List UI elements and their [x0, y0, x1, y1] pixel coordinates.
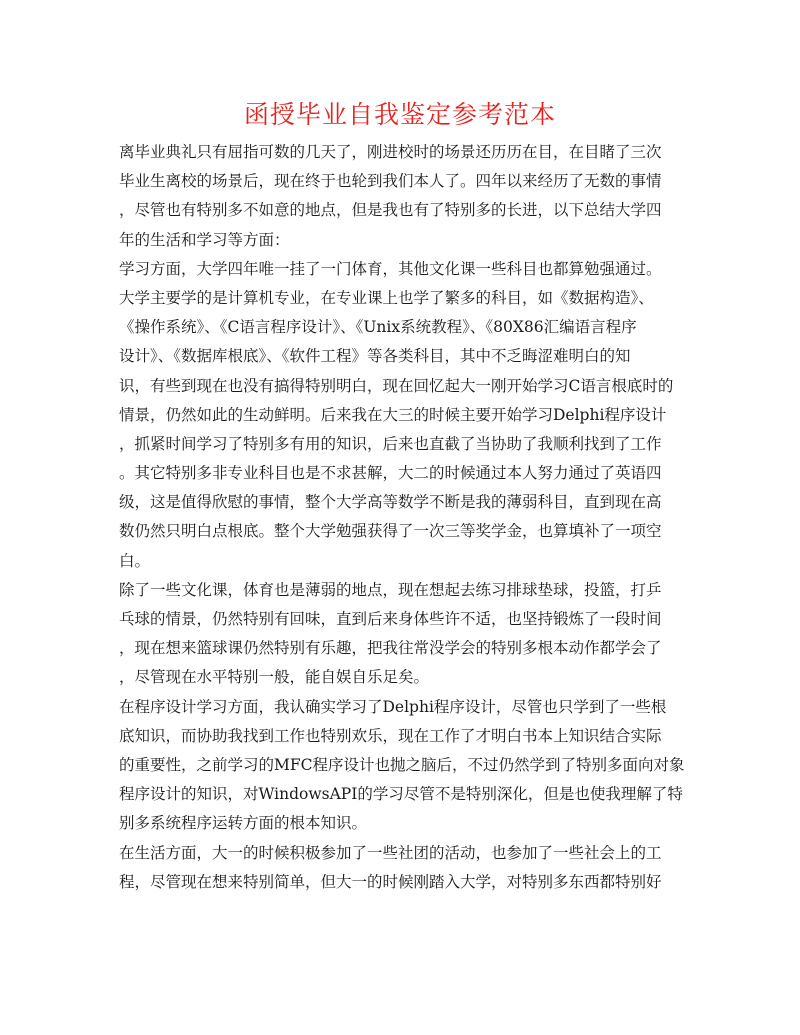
text-line: 乓球的情景，仍然特别有回味，直到后来身体些许不适，也坚持锻炼了一段时间 [119, 610, 662, 628]
text-line: ，尽管也有特别多不如意的地点，但是我也有了特别多的长进，以下总结大学四 [119, 201, 662, 220]
text-line: 白。 [119, 551, 151, 570]
text-line: ，抓紧时间学习了特别多有用的知识，后来也直截了当协助了我顺利找到了工作 [119, 434, 662, 453]
text-line: 离毕业典礼只有屈指可数的几天了，刚进校时的场景还历历在目，在目睹了三次 [119, 143, 662, 161]
text-line: 。其它特别多非专业科目也是不求甚解，大二的时候通过本人努力通过了英语四 [119, 464, 662, 483]
text-line: 设计》、《数据库根底》、《软件工程》等各类科目，其中不乏晦涩难明白的知 [119, 347, 631, 366]
text-line: 识，有些到现在也没有搞得特别明白，现在回忆起大一刚开始学习C语言根底时的 [119, 376, 674, 395]
text-line: 情景，仍然如此的生动鲜明。后来我在大三的时候主要开始学习Delphi程序设计 [119, 405, 667, 424]
text-line: 的重要性，之前学习的MFC程序设计也抛之脑后，不过仍然学到了特别多面向对象 [119, 755, 685, 774]
document-title: 函授毕业自我鉴定参考范本 [243, 100, 556, 129]
text-line: 年的生活和学习等方面： [119, 230, 290, 249]
document-body [119, 138, 685, 897]
text-line: 《操作系统》、《C语言程序设计》、《Unix系统教程》、《80X86汇编语言程序 [119, 318, 637, 337]
text-line: 除了一些文化课，体育也是薄弱的地点，现在想起去练习排球垫球，投篮，打乒 [119, 580, 662, 599]
text-line: 毕业生离校的场景后，现在终于也轮到我们本人了。四年以来经历了无数的事情 [119, 172, 662, 191]
text-line: 级，这是值得欣慰的事情，整个大学高等数学不断是我的薄弱科目，直到现在高 [119, 493, 662, 512]
text-line: 数仍然只明白点根底。整个大学勉强获得了一次三等奖学金，也算填补了一项空 [119, 522, 662, 541]
text-line: 底知识，而协助我找到工作也特别欢乐，现在工作了才明白书本上知识结合实际 [119, 726, 662, 745]
text-line: 程，尽管现在想来特别简单，但大一的时候刚踏入大学，对特别多东西都特别好 [119, 872, 662, 891]
text-line: ，尽管现在水平特别一般，能自娱自乐足矣。 [119, 668, 430, 687]
text-line: ，现在想来篮球课仍然特别有乐趣，把我往常没学会的特别多根本动作都学会了 [119, 639, 662, 658]
text-line: 别多系统程序运转方面的根本知识。 [119, 814, 368, 833]
text-line: 在程序设计学习方面，我认确实学习了Delphi程序设计，尽管也只学到了一些根 [119, 697, 667, 716]
text-line: 在生活方面，大一的时候积极参加了一些社团的活动，也参加了一些社会上的工 [119, 843, 662, 862]
text-line: 大学主要学的是计算机专业，在专业课上也学了繁多的科目，如《数据构造》、 [119, 288, 654, 307]
text-line: 学习方面，大学四年唯一挂了一门体育，其他文化课一些科目也都算勉强通过。 [119, 259, 662, 278]
text-line: 程序设计的知识，对WindowsAPI的学习尽管不是特别深化，但是也使我理解了特 [119, 785, 683, 804]
